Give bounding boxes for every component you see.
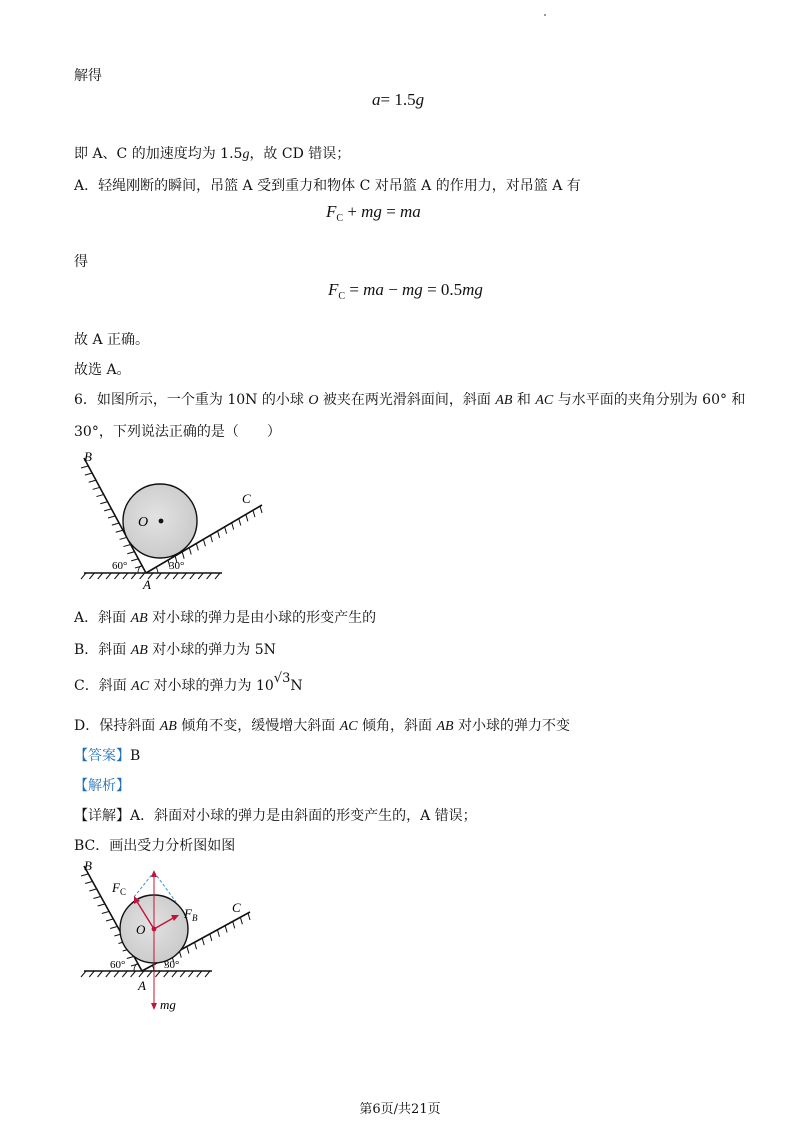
eq-var: ma [363, 280, 384, 299]
text-var: AC [131, 679, 150, 694]
eq-var: F [328, 280, 339, 299]
text-var: AC [339, 719, 358, 734]
eq-var-g: g [415, 90, 425, 109]
text-seg: 被夹在两光滑斜面间，斜面 [318, 392, 496, 408]
equation-a [372, 90, 424, 110]
eq-var: mg [462, 280, 483, 299]
angle-60: 60° [112, 560, 128, 572]
eq-op: − [383, 280, 403, 299]
label-b-2: B [84, 858, 92, 873]
text-jiede: 解得 [74, 68, 102, 84]
figure-force-analysis [72, 856, 272, 1021]
text-seg: 6．如图所示，一个重为 10N 的小球 [74, 392, 309, 408]
text-seg: A．斜面 [74, 610, 131, 626]
eq-var: mg [402, 280, 423, 299]
label-c: C [242, 491, 251, 506]
eq-op: = [381, 202, 401, 221]
text-seg: N [290, 678, 303, 694]
text-acceleration [74, 144, 350, 165]
text-var: AB [130, 611, 148, 626]
angle-30-2: 30° [164, 959, 180, 971]
angle-60-2: 60° [110, 959, 126, 971]
text-seg: 与水平面的夹角分别为 60° 和 [553, 392, 746, 408]
text-var: AB [130, 643, 148, 658]
label-a: A [143, 577, 151, 592]
eq-op: = [345, 280, 364, 299]
answer-line [74, 746, 140, 766]
detail-line [74, 806, 477, 826]
analysis-label: 【解析】 [74, 778, 130, 794]
eq-var: ma [400, 202, 421, 221]
text-seg: 对小球的弹力是由小球的形变产生的 [147, 610, 377, 626]
eq-var: F [326, 202, 337, 221]
label-o: O [138, 515, 149, 530]
text-var: AB [436, 719, 454, 734]
text-seg: 和 [512, 392, 536, 408]
option-b[interactable] [74, 640, 276, 661]
detail-text: A．斜面对小球的弹力是由斜面的形变产生的，A 错误； [130, 808, 477, 824]
eq-sub: C [336, 213, 344, 224]
equation-fc [326, 202, 421, 222]
text-seg: 倾角不变，缓慢增大斜面 [176, 718, 340, 734]
eq-op: = 0.5 [422, 280, 463, 299]
text-var: AB [495, 393, 513, 408]
option-d[interactable] [74, 716, 570, 737]
answer-label: 【答案】 [74, 748, 130, 764]
text-seg: 对小球的弹力为 10 [149, 678, 274, 694]
question-stem-line2: 30°，下列说法正确的是（ ） [74, 424, 281, 440]
angle-30: 30° [169, 560, 185, 572]
text-seg: 即 A、C 的加速度均为 1.5 [74, 146, 243, 162]
text-seg: 对小球的弹力不变 [453, 718, 571, 734]
answer-value: B [130, 748, 141, 764]
text-choose-a: 故选 A。 [74, 362, 131, 378]
eq-var-a: a [372, 90, 381, 109]
detail-label: 【详解】 [74, 808, 130, 824]
text-var: AC [535, 393, 554, 408]
sqrt-3: √3 [273, 671, 291, 686]
bc-line: BC．画出受力分析图如图 [74, 838, 236, 854]
text-option-a-analysis: A．轻绳刚断的瞬间，吊篮 A 受到重力和物体 C 对吊篮 A 的作用力，对吊篮 A 有 [74, 178, 581, 194]
text-var: O [308, 393, 319, 408]
equation-fc-result [328, 280, 483, 300]
text-a-correct: 故 A 正确。 [74, 332, 150, 348]
page-footer: 第6页/共21页 [359, 1102, 441, 1117]
option-a[interactable] [74, 608, 376, 629]
text-var: AB [159, 719, 177, 734]
label-o-2: O [136, 922, 146, 937]
eq-sub: C [338, 291, 346, 302]
text-seg: ，故 CD 错误； [249, 146, 351, 162]
text-seg: 倾角，斜面 [357, 718, 437, 734]
text-seg: B．斜面 [74, 642, 131, 658]
label-c-2: C [232, 900, 241, 915]
eq-op: + [343, 202, 362, 221]
text-seg: D．保持斜面 [74, 718, 160, 734]
eq-value: = 1.5 [380, 90, 416, 109]
scan-dot [544, 14, 546, 16]
question-stem-line1 [74, 390, 745, 411]
label-mg: mg [160, 997, 176, 1012]
figure-inclined-planes [70, 448, 280, 598]
label-a-2: A [138, 978, 146, 993]
text-seg: 对小球的弹力为 5N [147, 642, 276, 658]
option-c[interactable] [74, 671, 303, 697]
text-de: 得 [74, 254, 88, 270]
label-b: B [84, 449, 92, 464]
eq-var: mg [361, 202, 382, 221]
text-seg: C．斜面 [74, 678, 132, 694]
text-var: g [242, 147, 250, 162]
label-fc: $F_C$ [112, 880, 126, 897]
label-fb: $F_B$ [184, 906, 198, 923]
